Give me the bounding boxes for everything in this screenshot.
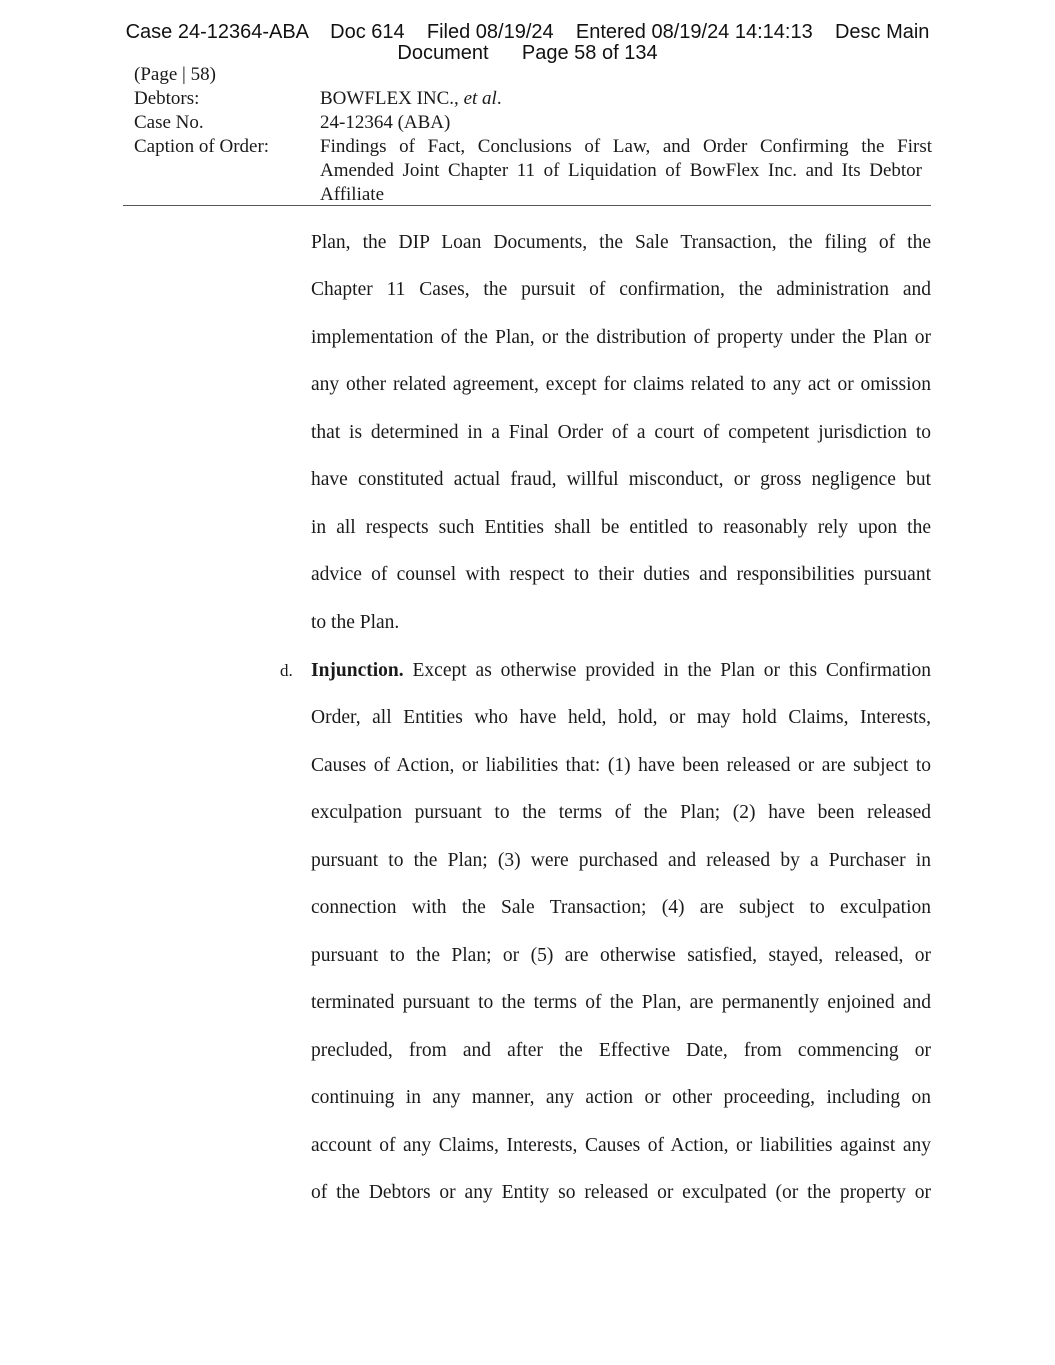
caption-case-value: 24-12364 (ABA) xyxy=(320,112,451,133)
debtors-name: BOWFLEX INC., xyxy=(320,88,459,109)
section-first-line-text: Except as otherwise provided in the Plan or this Confirmation xyxy=(403,660,931,681)
body-line: exculpation pursuant to the terms of the Plan; (2) have been released xyxy=(311,802,931,823)
body-line: have constituted actual fraud, willful misconduct, or gross negligence but xyxy=(311,469,931,490)
body-line: connection with the Sale Transaction; (4) are subject to exculpation xyxy=(311,897,931,918)
body-line: Chapter 11 Cases, the pursuit of confirmation, the administration and xyxy=(311,279,931,300)
body-line: precluded, from and after the Effective Date, from commencing or xyxy=(311,1040,931,1061)
body-line: to the Plan. xyxy=(311,612,400,633)
filing-stamp-line-2: Document Page 58 of 134 xyxy=(397,42,658,64)
caption-order-line: Affiliate xyxy=(320,184,385,205)
body-line: Plan, the DIP Loan Documents, the Sale Transaction, the filing of the xyxy=(311,232,931,253)
caption-debtors-label: Debtors: xyxy=(134,88,200,109)
debtors-period: . xyxy=(496,88,502,109)
body-line: advice of counsel with respect to their duties and responsibilities pursuant xyxy=(311,564,931,585)
body-line: Causes of Action, or liabilities that: (1) have been released or are subject to xyxy=(311,755,931,776)
body-line: terminated pursuant to the terms of the Plan, are permanently enjoined and xyxy=(311,992,931,1013)
caption-order-line: Amended Joint Chapter 11 of Liquidation of BowFlex Inc. and Its Debtor xyxy=(320,160,922,181)
section-marker: d. xyxy=(280,661,293,680)
body-line: account of any Claims, Interests, Causes of Action, or liabilities against any xyxy=(311,1135,931,1156)
body-line: implementation of the Plan, or the distribution of property under the Plan or xyxy=(311,327,931,348)
caption-page-number: (Page | 58) xyxy=(134,64,216,85)
body-line: that is determined in a Final Order of a court of competent jurisdiction to xyxy=(311,422,931,443)
caption-debtors-value xyxy=(320,87,932,111)
body-line: pursuant to the Plan; (3) were purchased and released by a Purchaser in xyxy=(311,850,931,871)
section-first-line xyxy=(311,659,931,683)
section-heading: Injunction. xyxy=(311,660,404,681)
filing-stamp-line-1: Case 24-12364-ABA Doc 614 Filed 08/19/24 Entered 08/19/24 14:14:13 Desc Main xyxy=(125,21,930,43)
caption-order-label: Caption of Order: xyxy=(134,136,270,157)
body-line: in all respects such Entities shall be entitled to reasonably rely upon the xyxy=(311,517,931,538)
caption-case-label: Case No. xyxy=(134,112,204,133)
debtors-et-al: et al xyxy=(463,88,497,109)
body-line: any other related agreement, except for claims related to any act or omission xyxy=(311,374,931,395)
body-line: pursuant to the Plan; or (5) are otherwise satisfied, stayed, released, or xyxy=(311,945,931,966)
body-line: of the Debtors or any Entity so released or exculpated (or the property or xyxy=(311,1182,931,1203)
body-line: Order, all Entities who have held, hold, or may hold Claims, Interests, xyxy=(311,707,931,728)
body-line: continuing in any manner, any action or other proceeding, including on xyxy=(311,1087,931,1108)
caption-divider xyxy=(123,205,931,206)
caption-order-line: Findings of Fact, Conclusions of Law, and Order Confirming the First xyxy=(320,136,932,157)
